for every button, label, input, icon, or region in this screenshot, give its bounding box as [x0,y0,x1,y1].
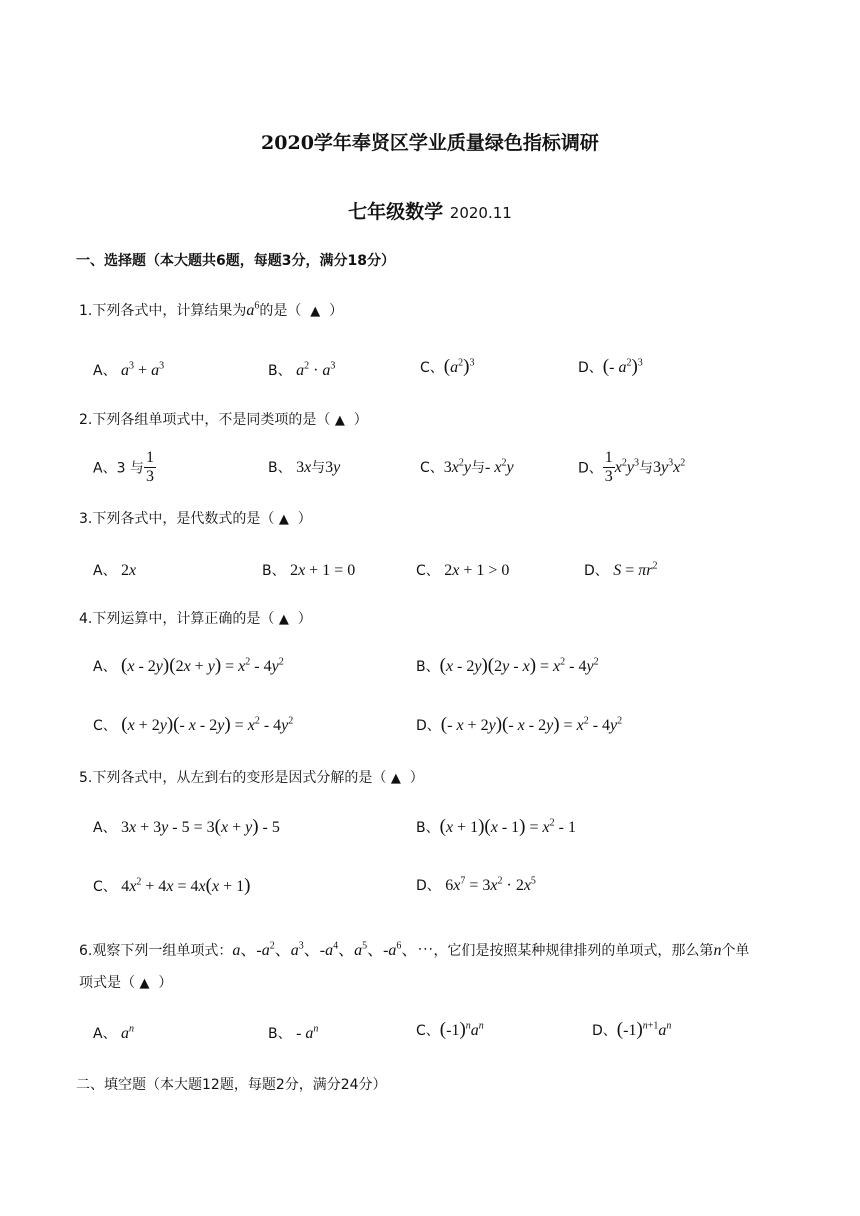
exam-title: 2020学年奉贤区学业质量绿色指标调研 [261,132,599,154]
q4-option-c: C、 (x + 2y)(- $x - 2y) = x^2 - 4y^2$ [93,714,294,735]
q6-option-b: B、 - $a^n$ [268,1023,319,1042]
q1-option-b: B、 $a^2 \cdot a^3$ [268,360,336,379]
q5-option-b: B、$(x + 1)(x - 1) = x^2 - 1$ [416,816,576,837]
question-2-stem: 2.下列各组单项式中，不是同类项的是（ ▲ ） [79,412,368,428]
question-4-stem: 4.下列运算中，计算正确的是（ ▲ ） [79,611,312,627]
q5-option-c: C、 $4x^2 + 4x = 4x(x + 1)$ [93,875,251,896]
q4-option-b: B、$(x - 2y)(2y - x) = x^2 - 4y^2$ [416,655,599,676]
q6-option-c: C、$(-1)^na^n$ [416,1019,484,1040]
question-3-stem: 3.下列各式中，是代数式的是（ ▲ ） [79,511,312,527]
q1-option-a: A、 $a^3 + a^3$ [93,360,165,379]
exam-subtitle [0,197,860,224]
section-1-heading: 一、选择题（本大题共6题，每题3分，满分18分） [76,253,395,269]
question-1-stem: 1.下列各式中，计算结果为$a^6$的是（ ▲ ） [79,300,344,319]
q1-option-d: D、(- $a^2)^3$ [578,356,643,377]
q1-option-c: C、$(a^2)^3$ [420,356,475,377]
q3-option-b: B、 2x + 1 = 0 [262,562,356,579]
q2-option-a: A、3 与 $\frac{1}{3}$ [93,449,154,485]
q2-option-d: D、 $\frac{1}{3}$ $x^2y^3$与$3y^3x^2$ [578,449,686,485]
q6-option-d: D、$(-1)^{n+1}a^n$ [592,1019,672,1040]
q6-option-a: A、 $a^n$ [93,1023,135,1042]
q4-option-a: A、 $(x - 2y)(2x + y) = x^2 - 4y^2$ [93,655,284,676]
q5-option-d: D、 $6x^7 = 3x^2 \cdot 2x^5$ [416,875,536,894]
subject-label: 七年级数学 [348,201,444,223]
section-2-heading: 二、填空题（本大题12题，每题2分，满分24分） [76,1077,387,1093]
question-5-stem: 5.下列各式中，从左到右的变形是因式分解的是（ ▲ ） [79,770,424,786]
q3-option-a: A、 2x [93,562,137,579]
q2-option-b: B、 3x与3y [268,459,341,476]
q3-option-c: C、 2x + 1 > 0 [416,562,510,579]
exam-date: 2020.11 [449,204,512,222]
question-6-stem: 6.观察下列一组单项式：a、$-a^2$、$a^3$、$-a^4$、$a^5$、$-a^6$、⋯，它们是按照某种规律排列的单项式，那么第n个单 [79,940,750,959]
q4-option-d: D、(- x + 2y)(- $x - 2y) = x^2 - 4y^2$ [416,714,623,735]
answer-marker: ▲ [310,304,321,319]
q5-option-a: A、 3x + 3y - 5 = 3(x + y) - 5 [93,816,280,837]
q2-option-c: C、$3x^2y$与- $x^2y$ [420,457,514,476]
question-6-stem-line2: 项式是（ ▲ ） [79,975,173,991]
q3-option-d: D、 $S = \pi r^2$ [584,560,658,579]
